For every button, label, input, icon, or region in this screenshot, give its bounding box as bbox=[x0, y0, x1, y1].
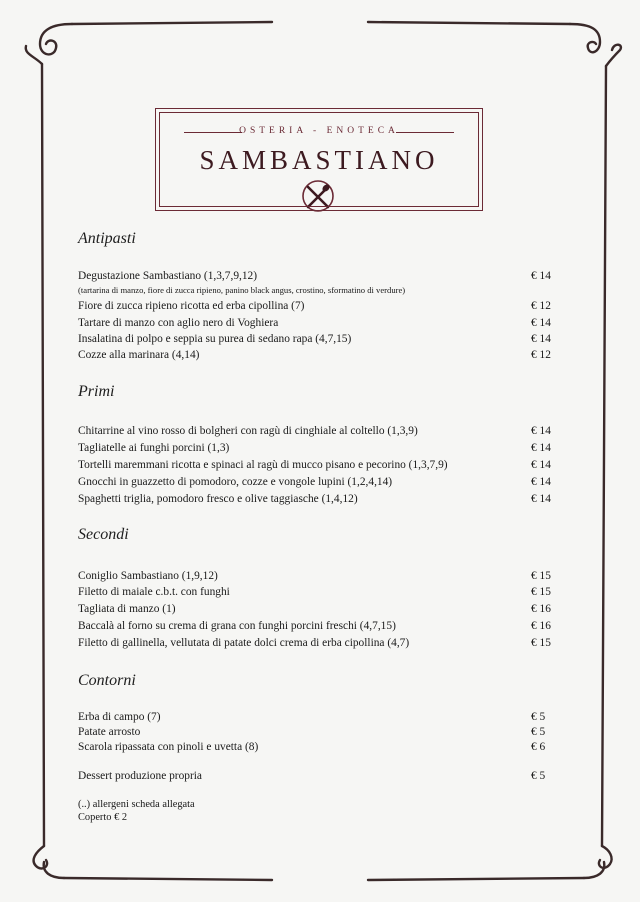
item-name: Filetto di maiale c.b.t. con funghi bbox=[78, 586, 230, 598]
item-price: € 14 bbox=[531, 425, 551, 437]
logo-rule-left bbox=[184, 132, 242, 133]
section-title-contorni: Contorni bbox=[78, 672, 136, 689]
item-name: Tartare di manzo con aglio nero di Voghiera bbox=[78, 317, 279, 329]
logo-subtitle: OSTERIA - ENOTECA bbox=[239, 126, 399, 136]
item-name: Tagliatelle ai funghi porcini (1,3) bbox=[78, 442, 230, 454]
item-price: € 16 bbox=[531, 620, 551, 632]
item-price: € 14 bbox=[531, 459, 551, 471]
item-price: € 15 bbox=[531, 637, 551, 649]
item-description: (tartarina di manzo, fiore di zucca ripieno, panino black angus, crostino, sformatino di verdure) bbox=[78, 285, 406, 295]
logo-rule-right bbox=[396, 132, 454, 133]
restaurant-logo bbox=[155, 108, 483, 211]
item-price: € 15 bbox=[531, 570, 551, 582]
item-price: € 16 bbox=[531, 603, 551, 615]
section-title-antipasti: Antipasti bbox=[78, 230, 136, 247]
item-name: Baccalà al forno su crema di grana con funghi porcini freschi (4,7,15) bbox=[78, 620, 396, 632]
item-price: € 12 bbox=[531, 349, 551, 361]
item-price: € 14 bbox=[531, 493, 551, 505]
item-name: Tagliata di manzo (1) bbox=[78, 603, 176, 615]
item-name: Degustazione Sambastiano (1,3,7,9,12) bbox=[78, 270, 258, 282]
item-price: € 14 bbox=[531, 317, 551, 329]
cover-charge: Coperto € 2 bbox=[78, 812, 128, 823]
item-name: Patate arrosto bbox=[78, 726, 141, 738]
item-price: € 14 bbox=[531, 333, 551, 345]
fork-spoon-emblem-icon bbox=[298, 179, 338, 213]
item-price: € 5 bbox=[531, 770, 546, 782]
logo-title: SAMBASTIANO bbox=[199, 145, 439, 175]
item-price: € 14 bbox=[531, 270, 551, 282]
item-price: € 15 bbox=[531, 586, 551, 598]
item-name: Cozze alla marinara (4,14) bbox=[78, 349, 200, 361]
item-name: Dessert produzione propria bbox=[78, 770, 202, 782]
item-name: Scarola ripassata con pinoli e uvetta (8) bbox=[78, 741, 259, 753]
section-title-primi: Primi bbox=[78, 383, 115, 400]
section-title-secondi: Secondi bbox=[78, 526, 129, 543]
item-name: Fiore di zucca ripieno ricotta ed erba cipollina (7) bbox=[78, 300, 305, 312]
item-price: € 14 bbox=[531, 476, 551, 488]
item-name: Tortelli maremmani ricotta e spinaci al ragù di mucco pisano e pecorino (1,3,7,9) bbox=[78, 459, 448, 471]
item-name: Gnocchi in guazzetto di pomodoro, cozze e vongole lupini (1,2,4,14) bbox=[78, 476, 393, 488]
item-name: Chitarrine al vino rosso di bolgheri con ragù di cinghiale al coltello (1,3,9) bbox=[78, 425, 418, 437]
allergens-note: (..) allergeni scheda allegata bbox=[78, 799, 195, 810]
item-price: € 5 bbox=[531, 726, 546, 738]
item-price: € 6 bbox=[531, 741, 546, 753]
item-name: Filetto di gallinella, vellutata di patate dolci crema di erba cipollina (4,7) bbox=[78, 637, 410, 649]
item-name: Coniglio Sambastiano (1,9,12) bbox=[78, 570, 218, 582]
item-name: Spaghetti triglia, pomodoro fresco e olive taggiasche (1,4,12) bbox=[78, 493, 358, 505]
item-price: € 5 bbox=[531, 711, 546, 723]
item-price: € 14 bbox=[531, 442, 551, 454]
item-price: € 12 bbox=[531, 300, 551, 312]
item-name: Insalatina di polpo e seppia su purea di sedano rapa (4,7,15) bbox=[78, 333, 352, 345]
item-name: Erba di campo (7) bbox=[78, 711, 161, 723]
